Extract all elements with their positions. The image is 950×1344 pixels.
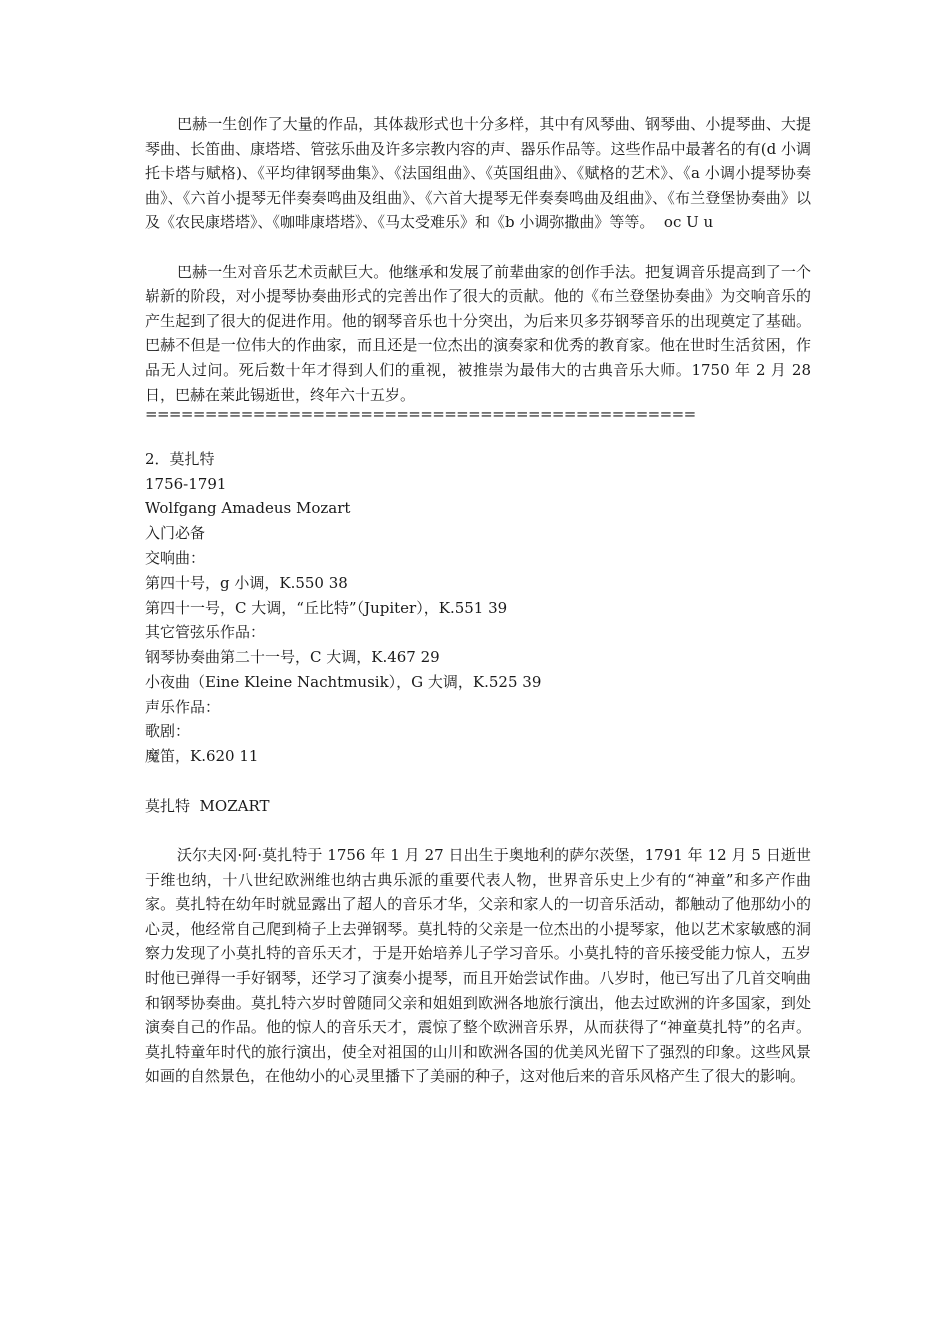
serenade-entry: 小夜曲（Eine Kleine Nachtmusik），G 大调，K.525 39 <box>145 672 542 691</box>
paragraph-gap <box>145 818 811 843</box>
mozart-years: 1756-1791 <box>145 474 227 493</box>
mozart-heading: 2．莫扎特 <box>145 449 215 468</box>
section-gap <box>145 769 811 794</box>
mozart-bio-paragraph: 沃尔夫冈·阿·莫扎特于 1756 年 1 月 27 日出生于奥地利的萨尔茨堡，1791 年 12 月 5 日逝世于维也纳，十八世纪欧洲维也纳古典乐派的重要代表人物，世界音乐史上少有的“神童”和多产作曲家。莫扎特在幼年时就显露出了超人的音乐才华，父亲和家人的一切音乐活动，都触动了他那幼小的心灵，他经常自己爬到椅子上去弹钢琴。莫扎特的父亲是一位杰出的小提琴家，他以艺术家敏感的洞察力发现了小莫扎特的音乐天才，于是开始培养儿子学习音乐。小莫扎特的音乐接受能力惊人，五岁时他已弹得一手好钢琴，还学习了演奏小提琴，而且开始尝试作曲。八岁时，他已写出了几首交响曲和钢琴协奏曲。莫扎特六岁时曾随同父亲和姐姐到欧洲各地旅行演出，他去过欧洲的许多国家，到处演奏自己的作品。他的惊人的音乐天才，震惊了整个欧洲音乐界，从而获得了“神童莫扎特”的名声。莫扎特童年时代的旅行演出，使全对祖国的山川和欧洲各国的优美风光留下了强烈的印象。这些风景如画的自然景色，在他幼小的心灵里播下了美丽的种子，这对他后来的音乐风格产生了很大的影响。 <box>145 846 811 1086</box>
orchestral-label: 其它管弦乐作品： <box>145 623 266 642</box>
bach-works-paragraph: 巴赫一生创作了大量的作品，其体裁形式也十分多样，其中有风琴曲、钢琴曲、小提琴曲、大提琴曲、长笛曲、康塔塔、管弦乐曲及许多宗教内容的声、器乐作品等。这些作品中最著名的有(d 小调托卡塔与赋格)、《平均律钢琴曲集》、《法国组曲》、《英国组曲》、《赋格的艺术》、《a 小调小提琴协奏曲》、《六首小提琴无伴奏奏鸣曲及组曲》、《六首大提琴无伴奏奏鸣曲及组曲》、《布兰登堡协奏曲》以及《农民康塔塔》、《咖啡康塔塔》、《马太受难乐》和《b 小调弥撒曲》等等。 oc U u <box>145 115 811 232</box>
section-gap <box>145 422 811 447</box>
opera-label: 歌剧： <box>145 722 191 741</box>
symphonies-label: 交响曲： <box>145 548 206 567</box>
mozart-full-name: Wolfgang Amadeus Mozart <box>145 499 351 518</box>
symphony-41-entry: 第四十一号，C 大调，“丘比特”（Jupiter），K.551 39 <box>145 598 508 617</box>
mozart-bio-title: 莫扎特 MOZART <box>145 796 270 815</box>
paragraph-gap <box>145 235 811 260</box>
vocal-label: 声乐作品： <box>145 697 221 716</box>
category-label: 入门必备 <box>145 524 206 543</box>
bach-contribution-paragraph: 巴赫一生对音乐艺术贡献巨大。他继承和发展了前辈曲家的创作手法。把复调音乐提高到了一个崭新的阶段，对小提琴协奏曲形式的完善出作了很大的贡献。他的《布兰登堡协奏曲》为交响音乐的产生起到了很大的促进作用。他的钢琴音乐也十分突出，为后来贝多芬钢琴音乐的出现奠定了基础。巴赫不但是一位伟大的作曲家，而且还是一位杰出的演奏家和优秀的教育家。他在世时生活贫困，作品无人过问。死后数十年才得到人们的重视，被推崇为最伟大的古典音乐大师。1750 年 2 月 28 日，巴赫在莱此锡逝世，终年六十五岁。 <box>145 262 816 404</box>
magic-flute-entry: 魔笛，K.620 11 <box>145 747 259 766</box>
symphony-40-entry: 第四十号，g 小调，K.550 38 <box>145 573 348 592</box>
separator-rule: ============================================== <box>145 407 696 423</box>
piano-concerto-21-entry: 钢琴协奏曲第二十一号，C 大调，K.467 29 <box>145 648 440 667</box>
document-page <box>145 112 816 1089</box>
